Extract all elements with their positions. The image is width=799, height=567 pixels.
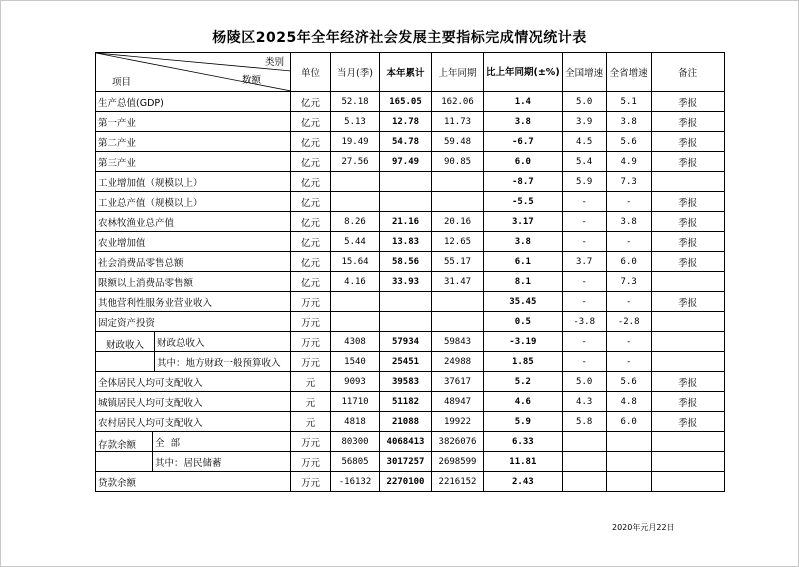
last-year-cell: 37617 xyxy=(432,372,484,392)
last-year-cell xyxy=(432,192,484,212)
ytd-cell xyxy=(380,312,432,332)
ytd-cell: 165.05 xyxy=(380,92,432,112)
last-year-cell: 59.48 xyxy=(432,132,484,152)
province-cell: - xyxy=(606,192,651,212)
yoy-cell: 6.33 xyxy=(484,432,563,452)
table-row xyxy=(96,292,725,312)
province-cell: 5.1 xyxy=(606,92,651,112)
unit-cell: 亿元 xyxy=(291,212,331,232)
national-cell: 5.4 xyxy=(562,152,606,172)
note-cell: 季报 xyxy=(651,92,724,112)
yoy-cell: -8.7 xyxy=(484,172,563,192)
note-cell: 季报 xyxy=(651,292,724,312)
current-cell xyxy=(331,192,380,212)
row-label: 生产总值(GDP) xyxy=(96,92,291,112)
ytd-cell: 54.78 xyxy=(380,132,432,152)
last-year-cell xyxy=(432,172,484,192)
current-cell: 5.13 xyxy=(331,112,380,132)
deposit-group-label: 存款余额 xyxy=(96,432,153,451)
table-row xyxy=(96,352,725,372)
province-cell: 4.9 xyxy=(606,152,651,172)
current-cell: 27.56 xyxy=(331,152,380,172)
header-current: 当月(季) xyxy=(331,53,380,92)
row-label: 农业增加值 xyxy=(96,232,291,252)
ytd-cell: 57934 xyxy=(380,332,432,352)
note-cell xyxy=(651,352,724,372)
ytd-cell: 21.16 xyxy=(380,212,432,232)
province-cell: 6.0 xyxy=(606,252,651,272)
header-yoy: 比上年同期(±%) xyxy=(484,53,563,92)
province-cell: 4.8 xyxy=(606,392,651,412)
note-cell: 季报 xyxy=(651,412,724,432)
table-row xyxy=(96,432,725,452)
ytd-cell xyxy=(380,192,432,212)
table-row xyxy=(96,412,725,432)
ytd-cell: 58.56 xyxy=(380,252,432,272)
unit-cell: 万元 xyxy=(291,452,331,472)
current-cell: 4818 xyxy=(331,412,380,432)
last-year-cell: 48947 xyxy=(432,392,484,412)
table-row xyxy=(96,152,725,172)
current-cell: 8.26 xyxy=(331,212,380,232)
current-cell: 15.64 xyxy=(331,252,380,272)
last-year-cell: 2698599 xyxy=(432,452,484,472)
note-cell xyxy=(651,312,724,332)
report-date: 2020年元月22日 xyxy=(612,523,675,532)
yoy-cell: 4.6 xyxy=(484,392,563,412)
province-cell: 7.3 xyxy=(606,172,651,192)
province-cell: 3.8 xyxy=(606,112,651,132)
current-cell: 19.49 xyxy=(331,132,380,152)
row-label: 全体居民人均可支配收入 xyxy=(96,372,291,392)
last-year-cell: 55.17 xyxy=(432,252,484,272)
last-year-cell xyxy=(432,292,484,312)
note-cell xyxy=(651,272,724,292)
unit-cell: 万元 xyxy=(291,432,331,452)
table-body xyxy=(96,53,725,492)
national-cell: 3.7 xyxy=(562,252,606,272)
current-cell: 11710 xyxy=(331,392,380,412)
province-cell xyxy=(606,472,651,492)
last-year-cell xyxy=(432,312,484,332)
row-label: 第二产业 xyxy=(96,132,291,152)
national-cell: - xyxy=(562,232,606,252)
note-cell: 季报 xyxy=(651,392,724,412)
unit-cell: 亿元 xyxy=(291,232,331,252)
province-cell: - xyxy=(606,352,651,372)
current-cell: 80300 xyxy=(331,432,380,452)
current-cell xyxy=(331,172,380,192)
current-cell: 52.18 xyxy=(331,92,380,112)
fiscal-group-label: 财政收入 xyxy=(96,332,155,351)
unit-cell: 亿元 xyxy=(291,252,331,272)
last-year-cell: 12.65 xyxy=(432,232,484,252)
note-cell xyxy=(651,172,724,192)
province-cell: 5.6 xyxy=(606,372,651,392)
fiscal-sub-label: 财政总收入 xyxy=(157,337,205,349)
unit-cell: 亿元 xyxy=(291,132,331,152)
unit-cell: 元 xyxy=(291,412,331,432)
national-cell: 5.8 xyxy=(562,412,606,432)
table-row xyxy=(96,252,725,272)
table-row xyxy=(96,392,725,412)
note-cell: 季报 xyxy=(651,152,724,172)
unit-cell: 万元 xyxy=(291,292,331,312)
yoy-cell: 2.43 xyxy=(484,472,563,492)
header-data: 数额 xyxy=(242,75,262,86)
current-cell: 9093 xyxy=(331,372,380,392)
national-cell: - xyxy=(562,192,606,212)
ytd-cell: 39583 xyxy=(380,372,432,392)
last-year-cell: 90.85 xyxy=(432,152,484,172)
province-cell: 7.3 xyxy=(606,272,651,292)
province-cell: - xyxy=(606,292,651,312)
table-row xyxy=(96,112,725,132)
row-label: 农林牧渔业总产值 xyxy=(96,212,291,232)
province-cell xyxy=(606,452,651,472)
unit-cell: 亿元 xyxy=(291,152,331,172)
national-cell: - xyxy=(562,292,606,312)
national-cell xyxy=(562,472,606,492)
national-cell: - xyxy=(562,272,606,292)
province-cell: -2.8 xyxy=(606,312,651,332)
header-province: 全省增速 xyxy=(606,53,651,92)
province-cell xyxy=(606,432,651,452)
last-year-cell: 20.16 xyxy=(432,212,484,232)
ytd-cell: 2270100 xyxy=(380,472,432,492)
note-cell: 季报 xyxy=(651,192,724,212)
table-row xyxy=(96,312,725,332)
table-row xyxy=(96,472,725,492)
ytd-cell: 21088 xyxy=(380,412,432,432)
national-cell xyxy=(562,432,606,452)
province-cell: 6.0 xyxy=(606,412,651,432)
unit-cell: 亿元 xyxy=(291,272,331,292)
table-row xyxy=(96,332,725,352)
current-cell xyxy=(331,312,380,332)
deposit-group-label xyxy=(96,452,153,471)
unit-cell: 万元 xyxy=(291,472,331,492)
row-label: 限额以上消费品零售额 xyxy=(96,272,291,292)
yoy-cell: 0.5 xyxy=(484,312,563,332)
national-cell: - xyxy=(562,212,606,232)
yoy-cell: 1.4 xyxy=(484,92,563,112)
national-cell: - xyxy=(562,332,606,352)
yoy-cell: -6.7 xyxy=(484,132,563,152)
row-label: 农村居民人均可支配收入 xyxy=(96,412,291,432)
note-cell xyxy=(651,472,724,492)
yoy-cell: 6.0 xyxy=(484,152,563,172)
province-cell: - xyxy=(606,332,651,352)
national-cell: - xyxy=(562,352,606,372)
unit-cell: 万元 xyxy=(291,332,331,352)
note-cell: 季报 xyxy=(651,252,724,272)
header-category: 类别 xyxy=(264,57,284,68)
national-cell: 4.5 xyxy=(562,132,606,152)
ytd-cell: 3017257 xyxy=(380,452,432,472)
current-cell: -16132 xyxy=(331,472,380,492)
deposit-sub-label: 全 部 xyxy=(155,437,181,449)
last-year-cell: 11.73 xyxy=(432,112,484,132)
ytd-cell: 51182 xyxy=(380,392,432,412)
yoy-cell: 5.9 xyxy=(484,412,563,432)
note-cell: 季报 xyxy=(651,372,724,392)
note-cell xyxy=(651,332,724,352)
table-row xyxy=(96,232,725,252)
province-cell: 5.6 xyxy=(606,132,651,152)
deposit-label-cell xyxy=(96,432,291,452)
unit-cell: 亿元 xyxy=(291,92,331,112)
deposit-label-cell xyxy=(96,452,291,472)
current-cell xyxy=(331,292,380,312)
yoy-cell: 35.45 xyxy=(484,292,563,312)
ytd-cell: 13.83 xyxy=(380,232,432,252)
table-row xyxy=(96,212,725,232)
ytd-cell: 4068413 xyxy=(380,432,432,452)
fiscal-label-cell xyxy=(96,352,291,372)
unit-cell: 万元 xyxy=(291,352,331,372)
row-label: 社会消费品零售总额 xyxy=(96,252,291,272)
table-row xyxy=(96,92,725,112)
header-row xyxy=(96,53,725,92)
unit-cell: 元 xyxy=(291,392,331,412)
note-cell: 季报 xyxy=(651,132,724,152)
national-cell: -3.8 xyxy=(562,312,606,332)
row-label: 第一产业 xyxy=(96,112,291,132)
current-cell: 56805 xyxy=(331,452,380,472)
row-label: 贷款余额 xyxy=(96,472,291,492)
province-cell: - xyxy=(606,232,651,252)
yoy-cell: 11.81 xyxy=(484,452,563,472)
page-title: 杨陵区2025年全年经济社会发展主要指标完成情况统计表 xyxy=(212,30,587,46)
ytd-cell: 12.78 xyxy=(380,112,432,132)
yoy-cell: 6.1 xyxy=(484,252,563,272)
note-cell: 季报 xyxy=(651,112,724,132)
ytd-cell xyxy=(380,292,432,312)
header-last-year: 上年同期 xyxy=(432,53,484,92)
header-national: 全国增速 xyxy=(562,53,606,92)
national-cell: 3.9 xyxy=(562,112,606,132)
unit-cell: 亿元 xyxy=(291,192,331,212)
table-row xyxy=(96,192,725,212)
yoy-cell: -3.19 xyxy=(484,332,563,352)
yoy-cell: -5.5 xyxy=(484,192,563,212)
fiscal-sub-label: 其中：地方财政一般预算收入 xyxy=(157,357,281,369)
last-year-cell: 19922 xyxy=(432,412,484,432)
table-row xyxy=(96,132,725,152)
indicator-table xyxy=(95,52,725,492)
unit-cell: 元 xyxy=(291,372,331,392)
table-row xyxy=(96,372,725,392)
yoy-cell: 8.1 xyxy=(484,272,563,292)
note-cell: 季报 xyxy=(651,212,724,232)
note-cell xyxy=(651,452,724,472)
current-cell: 1540 xyxy=(331,352,380,372)
note-cell: 季报 xyxy=(651,232,724,252)
row-label: 城镇居民人均可支配收入 xyxy=(96,392,291,412)
last-year-cell: 31.47 xyxy=(432,272,484,292)
ytd-cell: 97.49 xyxy=(380,152,432,172)
last-year-cell: 162.06 xyxy=(432,92,484,112)
header-ytd: 本年累计 xyxy=(380,53,432,92)
table-row xyxy=(96,172,725,192)
national-cell: 5.0 xyxy=(562,372,606,392)
current-cell: 5.44 xyxy=(331,232,380,252)
header-item: 项目 xyxy=(112,77,132,88)
yoy-cell: 1.85 xyxy=(484,352,563,372)
yoy-cell: 3.8 xyxy=(484,112,563,132)
national-cell xyxy=(562,452,606,472)
last-year-cell: 3826076 xyxy=(432,432,484,452)
unit-cell: 万元 xyxy=(291,312,331,332)
yoy-cell: 3.8 xyxy=(484,232,563,252)
row-label: 其他营利性服务业营业收入 xyxy=(96,292,291,312)
national-cell: 5.0 xyxy=(562,92,606,112)
national-cell: 4.3 xyxy=(562,392,606,412)
note-cell xyxy=(651,432,724,452)
fiscal-group-label xyxy=(96,352,155,371)
national-cell: 5.9 xyxy=(562,172,606,192)
current-cell: 4308 xyxy=(331,332,380,352)
row-label: 工业增加值（规模以上） xyxy=(96,172,291,192)
deposit-sub-label: 其中：居民储蓄 xyxy=(155,457,222,469)
last-year-cell: 2216152 xyxy=(432,472,484,492)
row-label: 工业总产值（规模以上） xyxy=(96,192,291,212)
last-year-cell: 24988 xyxy=(432,352,484,372)
table-row xyxy=(96,452,725,472)
last-year-cell: 59843 xyxy=(432,332,484,352)
unit-cell: 亿元 xyxy=(291,112,331,132)
header-note: 备注 xyxy=(651,53,724,92)
yoy-cell: 5.2 xyxy=(484,372,563,392)
row-label: 第三产业 xyxy=(96,152,291,172)
yoy-cell: 3.17 xyxy=(484,212,563,232)
fiscal-label-cell xyxy=(96,332,291,352)
ytd-cell: 25451 xyxy=(380,352,432,372)
ytd-cell: 33.93 xyxy=(380,272,432,292)
ytd-cell xyxy=(380,172,432,192)
row-label: 固定资产投资 xyxy=(96,312,291,332)
header-corner-cell xyxy=(96,53,291,92)
current-cell: 4.16 xyxy=(331,272,380,292)
unit-cell: 亿元 xyxy=(291,172,331,192)
table-row xyxy=(96,272,725,292)
header-unit: 单位 xyxy=(291,53,331,92)
province-cell: 3.8 xyxy=(606,212,651,232)
